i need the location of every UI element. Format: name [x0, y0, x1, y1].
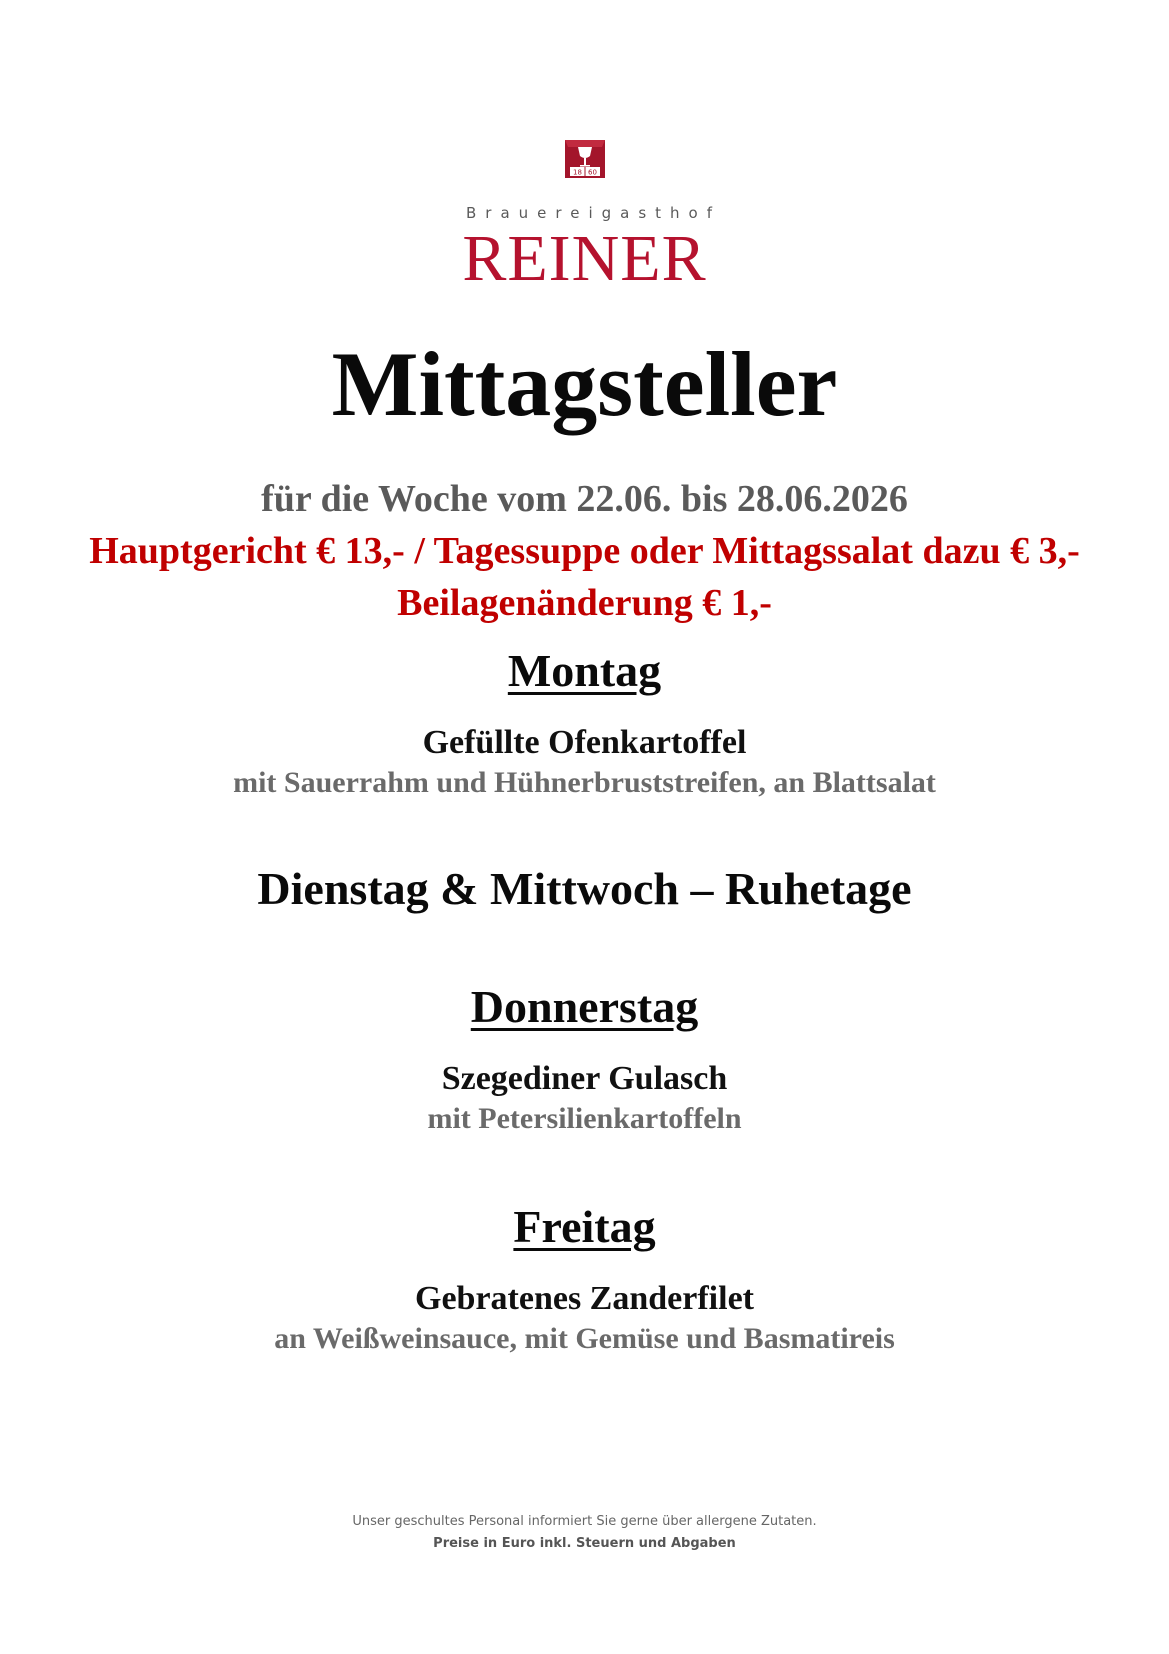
week-range: für die Woche vom 22.06. bis 28.06.2026 [261, 478, 908, 520]
price-info-main: Hauptgericht € 13,- / Tagessuppe oder Mittagssalat dazu € 3,- [89, 530, 1080, 572]
brand-subtitle: Brauereigasthof [466, 204, 721, 222]
brand-name: REINER [462, 222, 707, 295]
price-note: Preise in Euro inkl. Steuern und Abgaben [433, 1536, 736, 1551]
day-heading: Donnerstag [470, 981, 699, 1032]
day-heading: Freitag [513, 1201, 656, 1252]
dish-side: mit Sauerrahm und Hühnerbruststreifen, an Blattsalat [233, 766, 936, 799]
brewery-logo-icon [562, 138, 608, 180]
dish-name: Szegediner Gulasch [441, 1060, 728, 1097]
day-heading: Montag [507, 645, 662, 696]
logo-year-right: 60 [588, 168, 597, 177]
allergen-note: Unser geschultes Personal informiert Sie gerne über allergene Zutaten. [352, 1514, 817, 1529]
closed-days-notice: Dienstag & Mittwoch – Ruhetage [257, 863, 912, 914]
dish-name: Gebratenes Zanderfilet [415, 1280, 754, 1317]
price-info-side-change: Beilagenänderung € 1,- [397, 582, 772, 624]
dish-name: Gefüllte Ofenkartoffel [422, 724, 747, 761]
logo-year-left: 18 [573, 168, 582, 177]
page-title: Mittagsteller [331, 333, 838, 435]
dish-side: an Weißweinsauce, mit Gemüse und Basmatireis [274, 1322, 895, 1355]
dish-side: mit Petersilienkartoffeln [427, 1102, 742, 1135]
